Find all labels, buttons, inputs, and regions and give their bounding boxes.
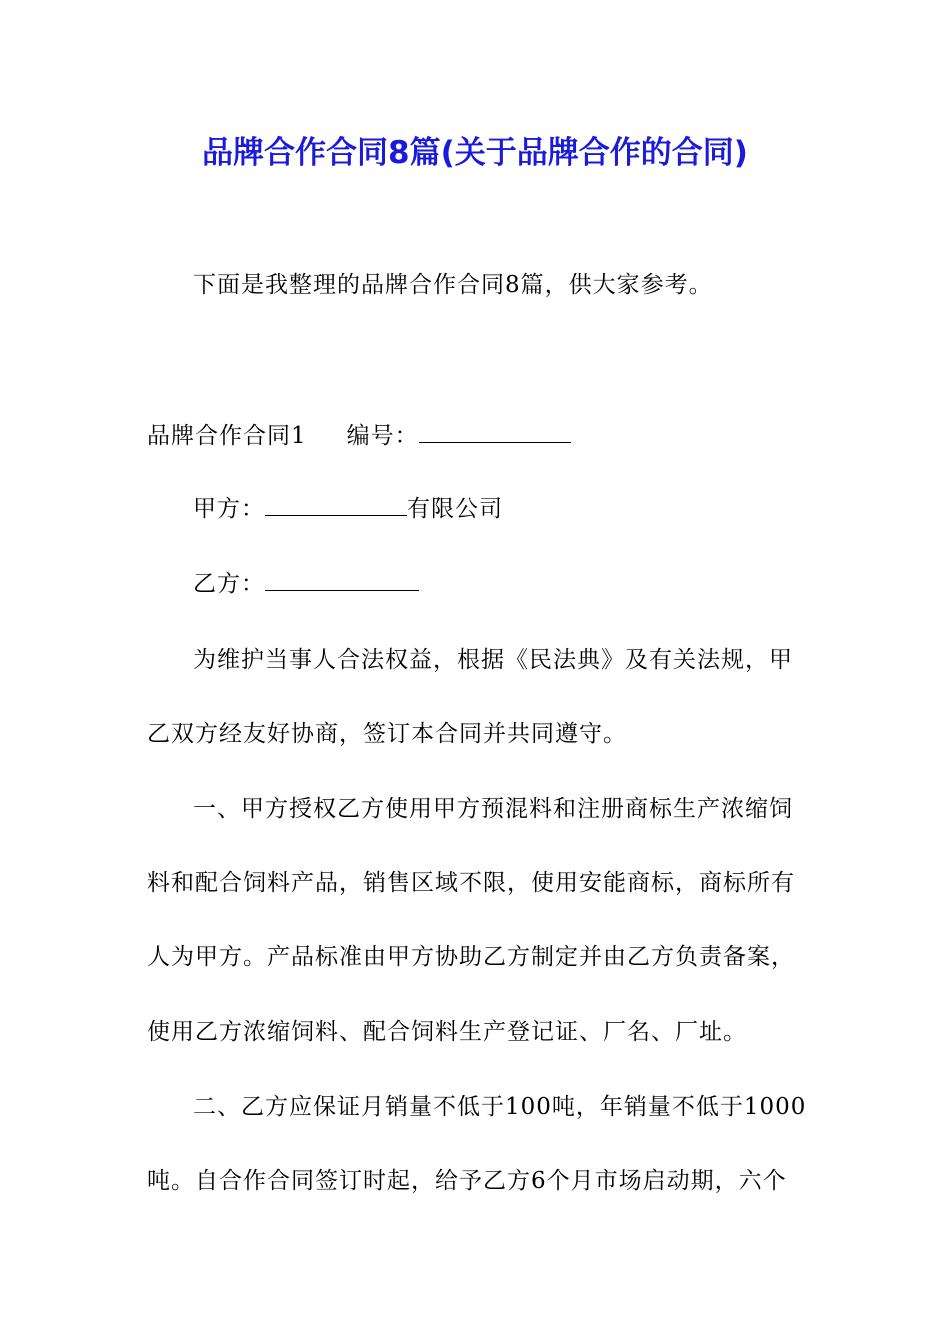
party-b-label: 乙方： [193, 571, 265, 597]
party-a-line [193, 492, 503, 526]
paragraph-line: 乙双方经友好协商，签订本合同并共同遵守。 [147, 721, 627, 747]
party-a-blank-field [265, 493, 407, 516]
paragraph-line: 吨。自合作合同签订时起，给予乙方6个月市场启动期，六个 [147, 1168, 787, 1194]
paragraph-line: 一、甲方授权乙方使用甲方预混料和注册商标生产浓缩饲 [193, 796, 793, 822]
paragraph-line: 人为甲方。产品标准由甲方协助乙方制定并由乙方负责备案， [147, 944, 795, 970]
paragraph-line: 为维护当事人合法权益，根据《民法典》及有关法规，甲 [193, 647, 793, 673]
paragraph-line: 使用乙方浓缩饲料、配合饲料生产登记证、厂名、厂址。 [147, 1019, 747, 1045]
party-a-label: 甲方： [193, 496, 265, 522]
contract-header-line [147, 419, 571, 453]
document-title: 品牌合作合同8篇(关于品牌合作的合同) [202, 135, 748, 171]
party-b-blank-field [265, 568, 419, 591]
contract-heading: 品牌合作合同1 [147, 423, 307, 449]
intro-text: 下面是我整理的品牌合作合同8篇，供大家参考。 [193, 272, 713, 298]
number-blank-field [419, 420, 571, 443]
paragraph-line: 二、乙方应保证月销量不低于100吨，年销量不低于1000 [193, 1094, 807, 1120]
paragraph-line: 料和配合饲料产品，销售区域不限，使用安能商标，商标所有 [147, 870, 795, 896]
party-a-suffix: 有限公司 [407, 496, 503, 522]
party-b-line [193, 567, 419, 601]
number-label: 编号： [346, 423, 419, 449]
